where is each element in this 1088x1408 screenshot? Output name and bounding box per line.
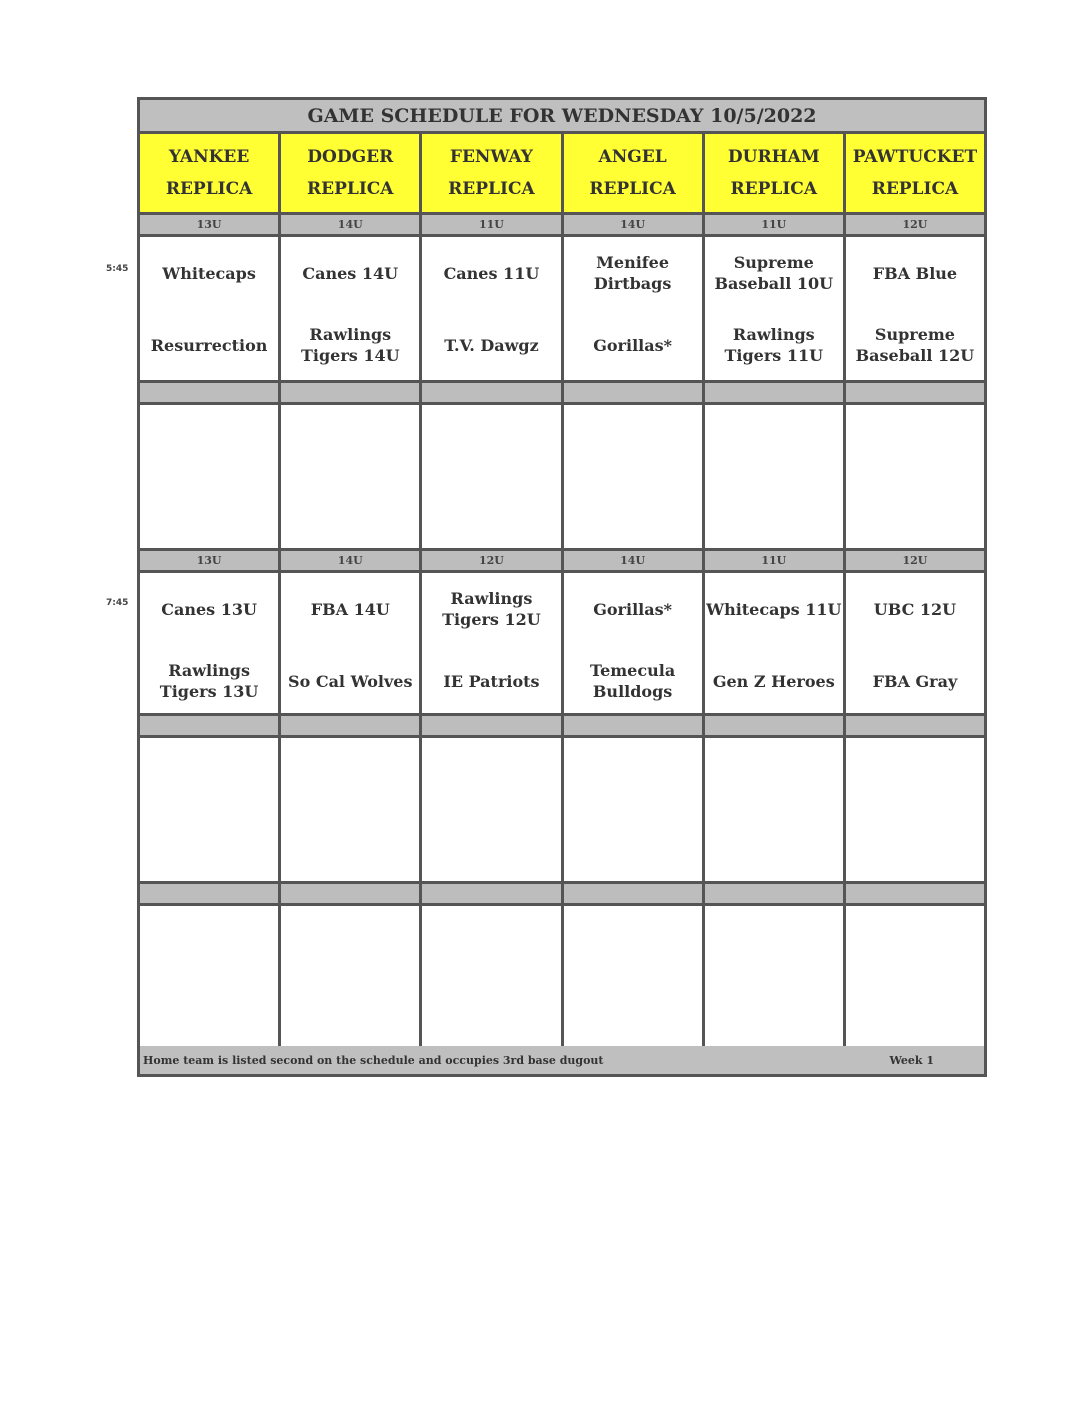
week-label: Week 1 xyxy=(889,1053,934,1067)
age-band-empty xyxy=(140,884,984,906)
away-team: Canes 13U xyxy=(161,599,257,619)
field-sub: REPLICA xyxy=(589,179,676,199)
footer-note: Home team is listed second on the schedule and occupies 3rd base dugout xyxy=(143,1053,604,1067)
game-cell xyxy=(422,237,563,380)
home-team: Temecula Bulldogs xyxy=(590,661,676,701)
field-name: PAWTUCKET xyxy=(852,147,978,167)
age-label: 12U xyxy=(902,554,928,567)
field-header-row xyxy=(140,134,984,215)
field-header-yankee xyxy=(140,134,281,212)
away-team: FBA 14U xyxy=(310,599,390,619)
away-team: UBC 12U xyxy=(873,599,957,619)
age-label: 14U xyxy=(564,551,705,570)
home-team: Gorillas* xyxy=(593,335,672,355)
game-row-slot2 xyxy=(140,573,984,716)
field-sub: REPLICA xyxy=(730,179,818,199)
game-cell xyxy=(846,573,984,713)
home-team: Gen Z Heroes xyxy=(712,671,835,691)
schedule-footer xyxy=(140,1046,984,1074)
age-label: 13U xyxy=(140,551,281,570)
home-team: So Cal Wolves xyxy=(288,671,413,691)
game-cell xyxy=(705,237,846,380)
game-row-slot1 xyxy=(140,237,984,383)
field-header-pawtucket xyxy=(846,134,984,212)
age-label: 14U xyxy=(564,215,705,234)
age-band-slot2 xyxy=(140,551,984,573)
field-name: FENWAY xyxy=(449,147,533,167)
game-cell xyxy=(281,573,422,713)
field-header-durham xyxy=(705,134,846,212)
age-label: 11U xyxy=(705,551,846,570)
age-label: 12U xyxy=(422,551,563,570)
field-sub: REPLICA xyxy=(307,179,394,199)
home-team: Resurrection xyxy=(150,335,268,355)
game-row-empty xyxy=(140,738,984,884)
away-team: Whitecaps xyxy=(162,263,256,283)
age-label: 13U xyxy=(140,215,281,234)
age-label: 11U xyxy=(705,215,846,234)
home-team: T.V. Dawgz xyxy=(444,335,539,355)
game-cell xyxy=(281,237,422,380)
home-team: Rawlings Tigers 13U xyxy=(159,661,259,701)
age-label: 14U xyxy=(281,215,422,234)
field-sub: REPLICA xyxy=(871,179,959,199)
away-team: Gorillas* xyxy=(593,599,672,619)
age-band-empty xyxy=(140,716,984,738)
schedule-title: GAME SCHEDULE FOR WEDNESDAY 10/5/2022 xyxy=(140,100,984,134)
age-band-empty xyxy=(140,383,984,405)
time-label-slot2: 7:45 xyxy=(106,598,129,608)
away-team: Supreme Baseball 10U xyxy=(714,253,834,293)
game-cell xyxy=(564,573,705,713)
home-team: Supreme Baseball 12U xyxy=(855,325,975,365)
field-name: DURHAM xyxy=(727,147,820,167)
away-team: Canes 14U xyxy=(302,263,399,283)
field-sub: REPLICA xyxy=(448,179,535,199)
age-label: 11U xyxy=(422,215,563,234)
away-team: FBA Blue xyxy=(872,263,958,283)
time-label-slot1: 5:45 xyxy=(106,264,129,274)
age-label: 14U xyxy=(281,551,422,570)
game-cell xyxy=(140,237,281,380)
game-cell xyxy=(140,573,281,713)
age-band-slot1 xyxy=(140,215,984,237)
game-cell xyxy=(422,573,563,713)
game-row-empty xyxy=(140,405,984,551)
game-cell xyxy=(564,237,705,380)
away-team: Whitecaps 11U xyxy=(706,599,842,619)
age-label: 12U xyxy=(902,218,928,231)
home-team: Rawlings Tigers 11U xyxy=(724,325,824,365)
field-header-dodger xyxy=(281,134,422,212)
field-name: DODGER xyxy=(307,147,394,167)
field-sub: REPLICA xyxy=(165,179,253,199)
away-team: Canes 11U xyxy=(443,263,540,283)
game-cell xyxy=(846,237,984,380)
home-team: FBA Gray xyxy=(872,671,958,691)
field-name: ANGEL xyxy=(598,147,667,167)
field-header-fenway xyxy=(422,134,563,212)
field-header-angel xyxy=(564,134,705,212)
away-team: Rawlings Tigers 12U xyxy=(442,589,541,629)
game-cell xyxy=(705,573,846,713)
game-row-empty xyxy=(140,906,984,1052)
home-team: Rawlings Tigers 14U xyxy=(300,325,400,365)
field-name: YANKEE xyxy=(168,147,250,167)
away-team: Menifee Dirtbags xyxy=(593,253,672,293)
schedule-table xyxy=(137,97,987,1077)
home-team: IE Patriots xyxy=(443,671,540,691)
